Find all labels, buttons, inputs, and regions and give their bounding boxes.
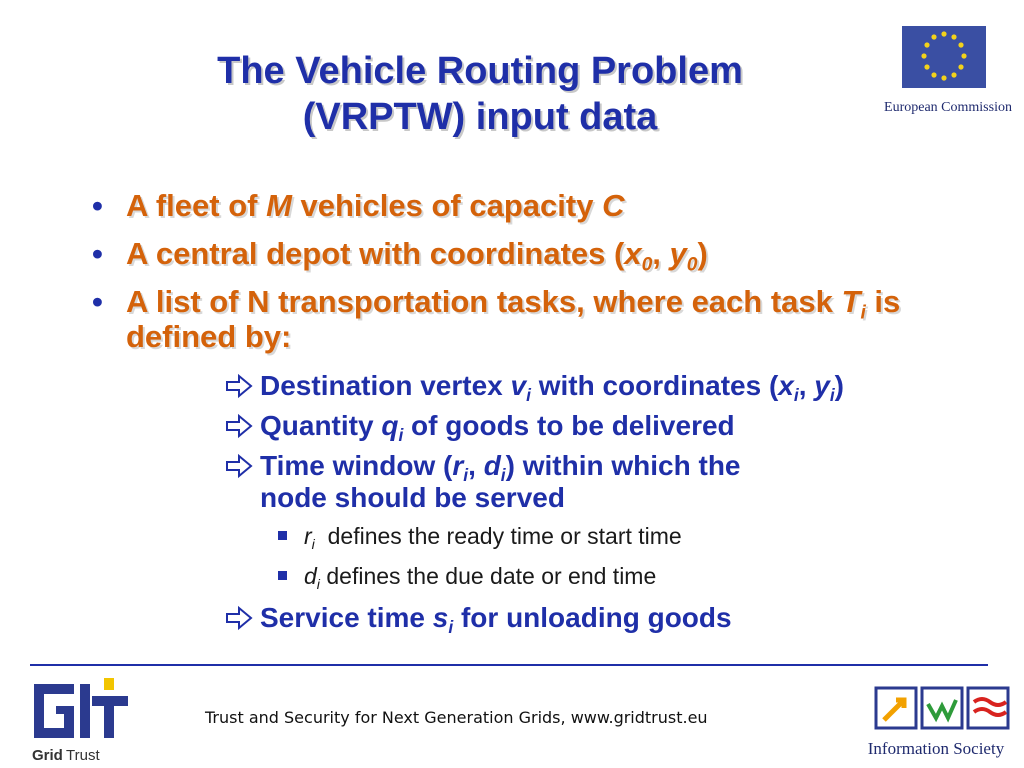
- square-bullet: [278, 571, 287, 580]
- bullet-tasks: • A list of N transportation tasks, where each task $T_i$ is defined by:: [92, 284, 901, 354]
- information-society-label: Information Society: [867, 739, 1005, 758]
- sub-service-time: Service time $s_i$ for unloading goods: [88, 602, 948, 634]
- arrow-icon: [224, 450, 256, 482]
- footer-text: Trust and Security for Next Generation Grids, www.gridtrust.eu: [205, 708, 708, 727]
- information-society-logo: [850, 682, 1022, 764]
- bullet-dot: •: [92, 284, 103, 319]
- arrow-icon: [224, 602, 256, 634]
- arrow-icon: [224, 370, 256, 402]
- slide-title: [120, 48, 840, 140]
- title-line-2: (VRPTW) input data: [302, 96, 658, 138]
- footer-divider: [30, 664, 988, 666]
- bullet-dot: •: [92, 236, 103, 271]
- sub-time-window: Time window ($r_i$, $d_i$) within which the node should be served: [88, 450, 780, 514]
- european-commission-label: European Commission: [884, 100, 1012, 115]
- sub-destination: Destination vertex $v_i$ with coordinates ($x_i$, $y_i$): [88, 370, 948, 402]
- title-line-1: The Vehicle Routing Problem: [217, 50, 743, 92]
- sub-quantity: Quantity $q_i$ of goods to be delivered: [88, 410, 948, 442]
- subsub-ready-time: $r_i$ defines the ready time or start time: [88, 522, 948, 550]
- gridtrust-label-grid: Grid: [32, 747, 63, 764]
- gridtrust-label-trust: Trust: [66, 747, 100, 764]
- bullet-depot: • A central depot with coordinates ($x_0$, $y_0$): [92, 236, 708, 276]
- bullet-list: [88, 188, 948, 642]
- subsub-due-date: $d_i$ defines the due date or end time: [88, 562, 948, 590]
- arrow-icon: [224, 410, 256, 442]
- bullet-dot: •: [92, 188, 103, 223]
- bullet-fleet: • A fleet of M vehicles of capacity C: [92, 188, 625, 223]
- square-bullet: [278, 531, 287, 540]
- european-commission-logo: [874, 18, 1024, 118]
- gridtrust-logo: [26, 674, 138, 766]
